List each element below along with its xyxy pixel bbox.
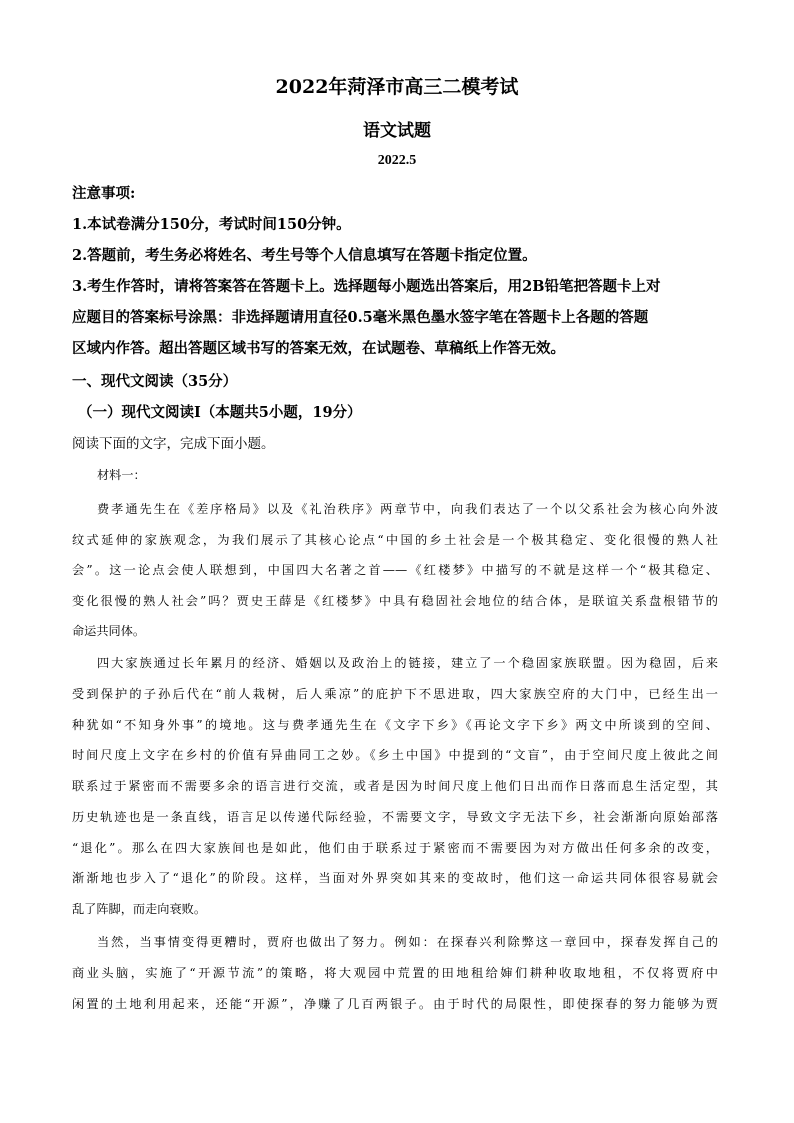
paragraph-line: 受到保护的子孙后代在“前人栽树，后人乘凉”的庇护下不思进取，四大家族空府的大门中，已经生出一 <box>72 687 718 701</box>
paragraph-line: 种犹如“不知身外事”的境地。这与费孝通先生在《文字下乡》《再论文字下乡》两文中所谈到的空间、 <box>72 718 718 732</box>
subsection-heading: （一）现代文阅读Ⅰ（本题共5小题，19分） <box>78 404 362 421</box>
notice-item: 应题目的答案标号涂黑：非选择题请用直径0.5毫米黑色墨水签字笔在答题卡上各题的答题 <box>72 309 649 326</box>
notice-heading: 注意事项: <box>72 185 136 202</box>
notice-item: 2.答题前，考生务必将姓名、考生号等个人信息填写在答题卡指定位置。 <box>72 247 537 264</box>
paragraph-line: 当然，当事情变得更糟时，贾府也做出了努力。例如：在探春兴利除弊这一章回中，探春发挥自己的 <box>97 935 718 949</box>
paragraph-line: 联系过于紧密而不需要多余的语言进行交流，或者是因为时间尺度上他们日出而作日落而息生活定型，其 <box>72 779 718 793</box>
exam-subtitle: 语文试题 <box>363 121 431 141</box>
exam-date: 2022.5 <box>377 153 417 168</box>
paragraph-line: “退化”。那么在四大家族间也是如此，他们由于联系过于紧密而不需要因为对方做出任何多余的改变， <box>72 841 718 855</box>
paragraph-line: 商业头脑，实施了“开源节流”的策略，将大观园中荒置的田地租给婶们耕种收取地租，不仅将贾府中 <box>72 966 718 980</box>
notice-item: 1.本试卷满分150分，考试时间150分钟。 <box>72 216 351 233</box>
section-heading: 一、现代文阅读（35分） <box>72 373 238 390</box>
paragraph-line: 时间尺度上文字在乡村的价值有异曲同工之妙。《乡土中国》中提到的“文盲”，由于空间尺度上彼此之间 <box>72 748 718 762</box>
exam-title: 2022年菏泽市高三二模考试 <box>275 76 519 98</box>
reading-instruction: 阅读下面的文字，完成下面小题。 <box>72 436 275 452</box>
notice-item: 3.考生作答时，请将答案答在答题卡上。选择题每小题选出答案后，用2B铅笔把答题卡上对 <box>72 278 661 295</box>
paragraph-line: 变化很慢的熟人社会”吗？贾史王薛是《红楼梦》中具有稳固社会地位的结合体，是联谊关系盘根错节的 <box>72 594 718 608</box>
notice-item: 区域内作答。超出答题区域书写的答案无效，在试题卷、草稿纸上作答无效。 <box>72 340 565 357</box>
paragraph-line: 闲置的土地利用起来，还能“开源”，净赚了几百两银子。由于时代的局限性，即使探春的努力能够为贾 <box>72 997 718 1011</box>
paragraph-line: 命运共同体。 <box>72 624 146 638</box>
paragraph-line: 费孝通先生在《差序格局》以及《礼治秩序》两章节中，向我们表达了一个以父系社会为核心向外波 <box>97 502 718 516</box>
material-label: 材料一： <box>97 468 146 482</box>
paragraph-line: 四大家族通过长年累月的经济、婚姻以及政治上的链接，建立了一个稳固家族联盟。因为稳固，后来 <box>97 656 718 670</box>
paragraph-line: 会”。这一论点会使人联想到，中国四大名著之首——《红楼梦》中描写的不就是这样一个“极其稳定、 <box>72 563 718 577</box>
paragraph-line: 渐渐地也步入了“退化”的阶段。这样，当面对外界突如其来的变故时，他们这一命运共同体很容易就会 <box>72 871 718 885</box>
paragraph-line: 乱了阵脚，而走向衰败。 <box>72 902 207 916</box>
paragraph-line: 纹式延伸的家族观念，为我们展示了其核心论点“中国的乡土社会是一个极其稳定、变化很慢的熟人社 <box>72 533 718 547</box>
paragraph-line: 历史轨迹也是一条直线，语言足以传递代际经验，不需要文字，导致文字无法下乡，社会渐渐向原始部落 <box>72 810 718 824</box>
